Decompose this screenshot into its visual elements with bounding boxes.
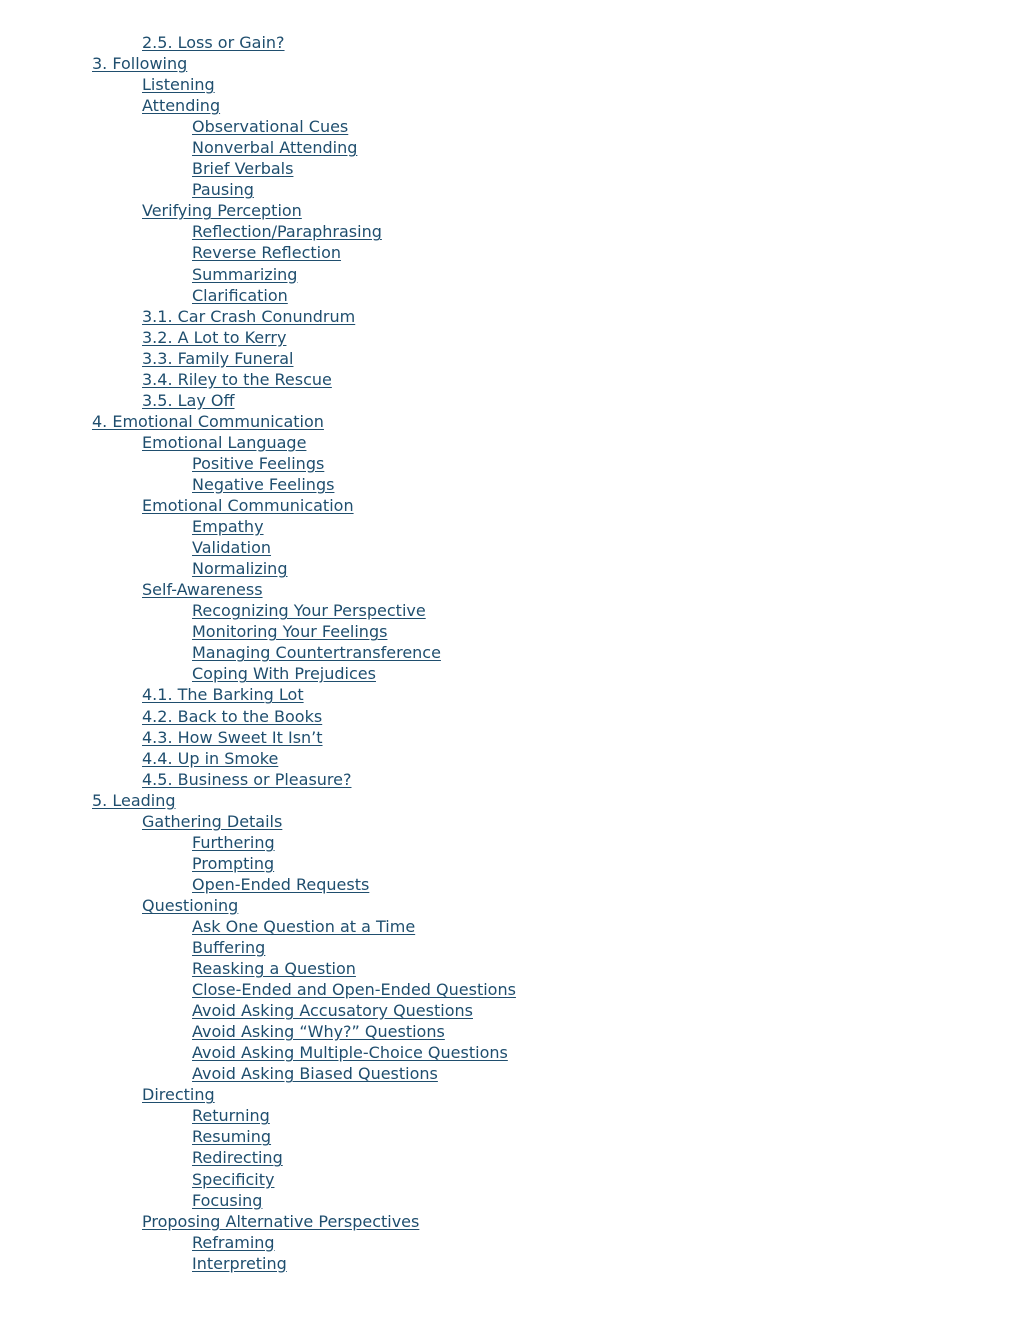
toc-link[interactable]: Prompting: [192, 853, 275, 873]
toc-entry: [0, 958, 516, 979]
toc-link[interactable]: Resuming: [192, 1127, 272, 1147]
toc-link[interactable]: 3. Following: [92, 54, 188, 74]
toc-entry: [0, 1105, 516, 1126]
toc-link[interactable]: Verifying Perception: [142, 201, 302, 221]
toc-entry: [0, 369, 516, 390]
toc-entry: [0, 432, 516, 453]
toc-entry: [0, 285, 516, 306]
table-of-contents: [0, 32, 516, 1274]
toc-link[interactable]: Open-Ended Requests: [192, 874, 370, 894]
toc-entry: [0, 1232, 516, 1253]
toc-entry: [0, 95, 516, 116]
toc-link[interactable]: Furthering: [192, 832, 275, 852]
toc-link[interactable]: Focusing: [192, 1190, 263, 1210]
toc-link[interactable]: Observational Cues: [192, 117, 349, 137]
toc-entry: [0, 537, 516, 558]
toc-entry: [0, 579, 516, 600]
toc-entry: [0, 74, 516, 95]
toc-entry: [0, 853, 516, 874]
toc-entry: [0, 221, 516, 242]
toc-entry: [0, 390, 516, 411]
toc-entry: [0, 642, 516, 663]
toc-entry: [0, 327, 516, 348]
toc-link[interactable]: 3.4. Riley to the Rescue: [142, 369, 332, 389]
toc-link[interactable]: Recognizing Your Perspective: [192, 601, 426, 621]
toc-entry: [0, 516, 516, 537]
toc-link[interactable]: Summarizing: [192, 264, 298, 284]
toc-link[interactable]: Questioning: [142, 895, 239, 915]
toc-link[interactable]: 3.2. A Lot to Kerry: [142, 327, 287, 347]
toc-link[interactable]: Interpreting: [192, 1253, 287, 1273]
toc-link[interactable]: 4.1. The Barking Lot: [142, 685, 304, 705]
toc-entry: [0, 200, 516, 221]
toc-link[interactable]: Buffering: [192, 938, 266, 958]
toc-entry: [0, 1000, 516, 1021]
toc-link[interactable]: Avoid Asking Accusatory Questions: [192, 1001, 473, 1021]
toc-link[interactable]: Emotional Language: [142, 432, 307, 452]
toc-link[interactable]: 4.4. Up in Smoke: [142, 748, 279, 768]
toc-link[interactable]: Reframing: [192, 1232, 275, 1252]
toc-entry: [0, 474, 516, 495]
toc-link[interactable]: Returning: [192, 1106, 270, 1126]
toc-entry: [0, 1147, 516, 1168]
toc-link[interactable]: Specificity: [192, 1169, 275, 1189]
toc-link[interactable]: Monitoring Your Feelings: [192, 622, 388, 642]
toc-link[interactable]: 4.3. How Sweet It Isn’t: [142, 727, 323, 747]
toc-link[interactable]: Validation: [192, 538, 272, 558]
toc-entry: [0, 411, 516, 432]
toc-entry: [0, 916, 516, 937]
toc-entry: [0, 306, 516, 327]
toc-link[interactable]: 3.1. Car Crash Conundrum: [142, 306, 356, 326]
toc-link[interactable]: Close-Ended and Open-Ended Questions: [192, 980, 516, 1000]
toc-link[interactable]: 4.5. Business or Pleasure?: [142, 769, 352, 789]
toc-link[interactable]: Reverse Reflection: [192, 243, 342, 263]
toc-entry: [0, 684, 516, 705]
toc-entry: [0, 937, 516, 958]
toc-entry: [0, 790, 516, 811]
toc-link[interactable]: Directing: [142, 1085, 215, 1105]
toc-link[interactable]: Proposing Alternative Perspectives: [142, 1211, 420, 1231]
toc-link[interactable]: Listening: [142, 75, 215, 95]
toc-entry: [0, 1169, 516, 1190]
toc-link[interactable]: Reasking a Question: [192, 959, 356, 979]
toc-entry: [0, 600, 516, 621]
toc-link[interactable]: Normalizing: [192, 559, 288, 579]
toc-entry: [0, 663, 516, 684]
toc-link[interactable]: Ask One Question at a Time: [192, 916, 416, 936]
toc-entry: [0, 137, 516, 158]
toc-link[interactable]: Brief Verbals: [192, 159, 294, 179]
toc-entry: [0, 727, 516, 748]
toc-link[interactable]: Self-Awareness: [142, 580, 263, 600]
toc-entry: [0, 748, 516, 769]
toc-entry: [0, 242, 516, 263]
toc-link[interactable]: Clarification: [192, 285, 288, 305]
toc-entry: [0, 1021, 516, 1042]
toc-entry: [0, 179, 516, 200]
toc-link[interactable]: Emotional Communication: [142, 496, 354, 516]
toc-link[interactable]: 4. Emotional Communication: [92, 411, 324, 431]
toc-entry: [0, 832, 516, 853]
toc-link[interactable]: Pausing: [192, 180, 254, 200]
toc-entry: [0, 264, 516, 285]
toc-link[interactable]: Nonverbal Attending: [192, 138, 358, 158]
toc-link[interactable]: Coping With Prejudices: [192, 664, 376, 684]
toc-entry: [0, 769, 516, 790]
toc-link[interactable]: Redirecting: [192, 1148, 283, 1168]
toc-entry: [0, 1190, 516, 1211]
toc-link[interactable]: 5. Leading: [92, 790, 176, 810]
toc-entry: [0, 1126, 516, 1147]
toc-entry: [0, 158, 516, 179]
toc-link[interactable]: Negative Feelings: [192, 474, 335, 494]
toc-entry: [0, 453, 516, 474]
toc-entry: [0, 32, 516, 53]
toc-entry: [0, 1253, 516, 1274]
toc-link[interactable]: Managing Countertransference: [192, 643, 441, 663]
toc-link[interactable]: Reflection/Paraphrasing: [192, 222, 382, 242]
toc-link[interactable]: Avoid Asking “Why?” Questions: [192, 1022, 445, 1042]
toc-entry: [0, 621, 516, 642]
toc-link[interactable]: Avoid Asking Biased Questions: [192, 1064, 438, 1084]
toc-entry: [0, 895, 516, 916]
toc-entry: [0, 348, 516, 369]
toc-entry: [0, 1211, 516, 1232]
toc-entry: [0, 558, 516, 579]
toc-entry: [0, 979, 516, 1000]
toc-link[interactable]: Positive Feelings: [192, 453, 325, 473]
toc-link[interactable]: Gathering Details: [142, 811, 283, 831]
toc-link[interactable]: 2.5. Loss or Gain?: [142, 33, 285, 52]
toc-entry: [0, 53, 516, 74]
toc-entry: [0, 1042, 516, 1063]
toc-link[interactable]: 4.2. Back to the Books: [142, 706, 323, 726]
toc-entry: [0, 1084, 516, 1105]
toc-entry: [0, 495, 516, 516]
toc-link[interactable]: Attending: [142, 96, 221, 116]
toc-entry: [0, 706, 516, 727]
toc-entry: [0, 116, 516, 137]
toc-entry: [0, 811, 516, 832]
toc-link[interactable]: 3.3. Family Funeral: [142, 348, 294, 368]
toc-entry: [0, 874, 516, 895]
toc-link[interactable]: Avoid Asking Multiple-Choice Questions: [192, 1043, 508, 1063]
toc-link[interactable]: Empathy: [192, 517, 264, 537]
toc-entry: [0, 1063, 516, 1084]
toc-link[interactable]: 3.5. Lay Off: [142, 390, 235, 410]
